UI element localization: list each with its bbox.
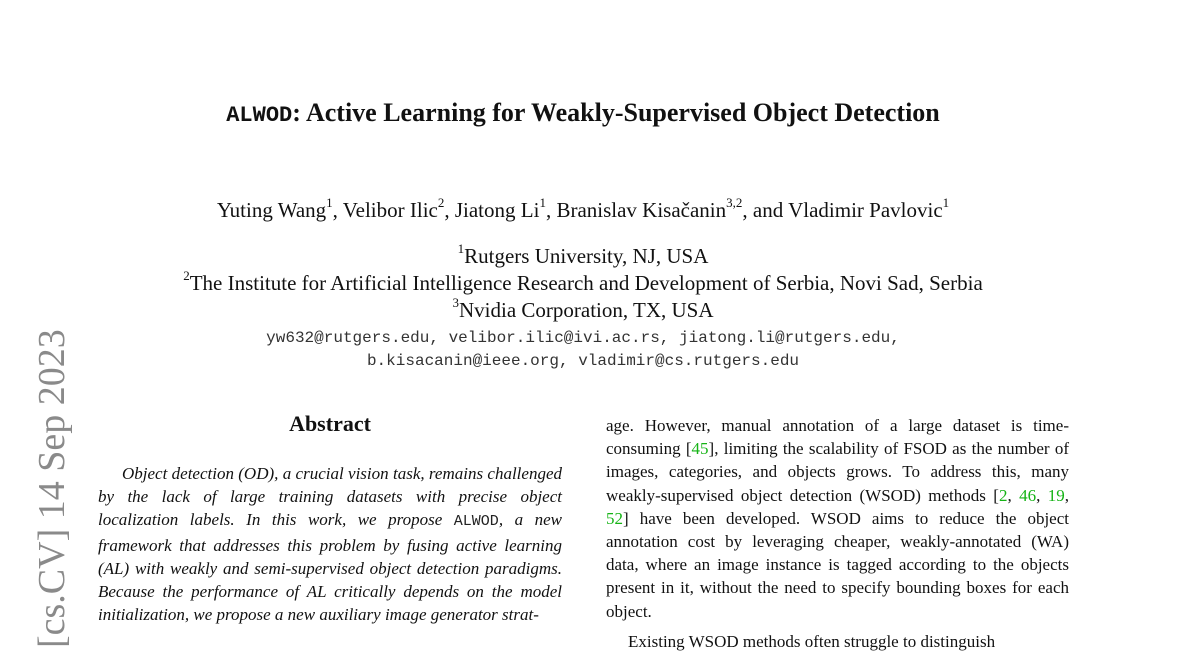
citation-link[interactable]: 45 (691, 439, 709, 459)
intro-text: ] have been developed. WSOD aims to reduce the object annotation cost by leveraging cheaper, weakly-annotated (WA) data, where an image instance is tagged according to the objects present in it, without the need to specify bounding boxes for each object. (606, 508, 1069, 621)
author-affiliation-mark: 1 (539, 195, 546, 210)
intro-text: age. However, manual annotation of a large dataset is time-consuming [ (606, 416, 1069, 459)
arxiv-stamp (18, 304, 73, 648)
title-text: : Active Learning for Weakly-Supervised Object Detection (292, 98, 940, 127)
affiliation-mark: 3 (452, 295, 459, 310)
email-line-1: yw632@rutgers.edu, velibor.ilic@ivi.ac.rs, jiatong.li@rutgers.edu, (266, 329, 900, 347)
affiliation-3 (0, 295, 1166, 323)
arxiv-stamp-text: [cs.CV] 14 Sep 2023 (31, 329, 73, 648)
affiliation-mark: 1 (457, 241, 465, 256)
citation-link[interactable]: 52 (606, 508, 623, 528)
citation-link[interactable]: 46 (1019, 485, 1037, 505)
affiliation-1 (0, 241, 1166, 269)
intro-paragraph: age. However, manual annotation of a large dataset is time-consuming [45], limiting the scalability of FSOD as the number of images, categories, and objects grows. To address this, many weakly-supervised object detection (WSOD) methods [2, 46, 19, 52] have been developed. WSOD aims to reduce the object annotation cost by leveraging cheaper, weakly-annotated (WA) data, where an image instance is tagged according to the objects present in it, without the need to specify bounding boxes for each object. (606, 416, 1070, 621)
affiliation-text: Rutgers University, NJ, USA (464, 244, 709, 268)
author-separator: , (332, 198, 343, 222)
author-name: Branislav Kisačanin (556, 198, 727, 222)
intro-text: ], limiting the scalability of FSOD as the number of images, categories, and objects grows. To address this, many weakly-supervised object detection (WSOD) methods [ (606, 439, 1069, 505)
author-affiliation-mark: 1 (942, 195, 950, 210)
author-name: Yuting Wang (216, 198, 327, 222)
author-name: Jiatong Li (454, 198, 540, 222)
affiliation-2 (0, 268, 1166, 296)
title-method-name: ALWOD (226, 103, 293, 128)
abstract-body (98, 462, 562, 626)
abstract-text: , a new framework that addresses this problem by fusing active learning (AL) with weakly and semi-supervised object detection paradigms. Because the performance of AL critically depends on the model initialization, we propose a new auxiliary image generator strat- (98, 510, 562, 625)
author-separator: , (545, 198, 557, 222)
abstract-text: Object detection (OD), a crucial vision task, remains challenged by the lack of large training datasets with precise object localization labels. In this work, we propose (98, 464, 562, 530)
citation-link[interactable]: 19 (1047, 485, 1065, 505)
author-affiliation-mark: 1 (326, 195, 333, 210)
author-name: Velibor Ilic (342, 198, 438, 222)
email-line-2: b.kisacanin@ieee.org, vladimir@cs.rutgers.edu (366, 352, 800, 370)
author-name: Vladimir Pavlovic (788, 198, 943, 222)
author-list (0, 195, 1166, 223)
affiliation-text: Nvidia Corporation, TX, USA (458, 298, 714, 322)
affiliation-mark: 2 (183, 268, 190, 283)
author-affiliation-mark: 2 (437, 195, 445, 210)
affiliation-text: The Institute for Artificial Intelligence Research and Development of Serbia, Novi Sad, Serbia (189, 271, 983, 295)
author-affiliation-mark: 3,2 (726, 195, 743, 210)
paper-title (0, 98, 1166, 128)
author-separator: , and (742, 198, 789, 222)
intro-paragraph-2: Existing WSOD methods often struggle to distinguish (628, 632, 996, 651)
abstract-method-name: ALWOD (453, 513, 499, 531)
citation-link[interactable]: 2 (998, 485, 1008, 505)
abstract-heading: Abstract (289, 411, 371, 436)
author-separator: , (444, 198, 455, 222)
